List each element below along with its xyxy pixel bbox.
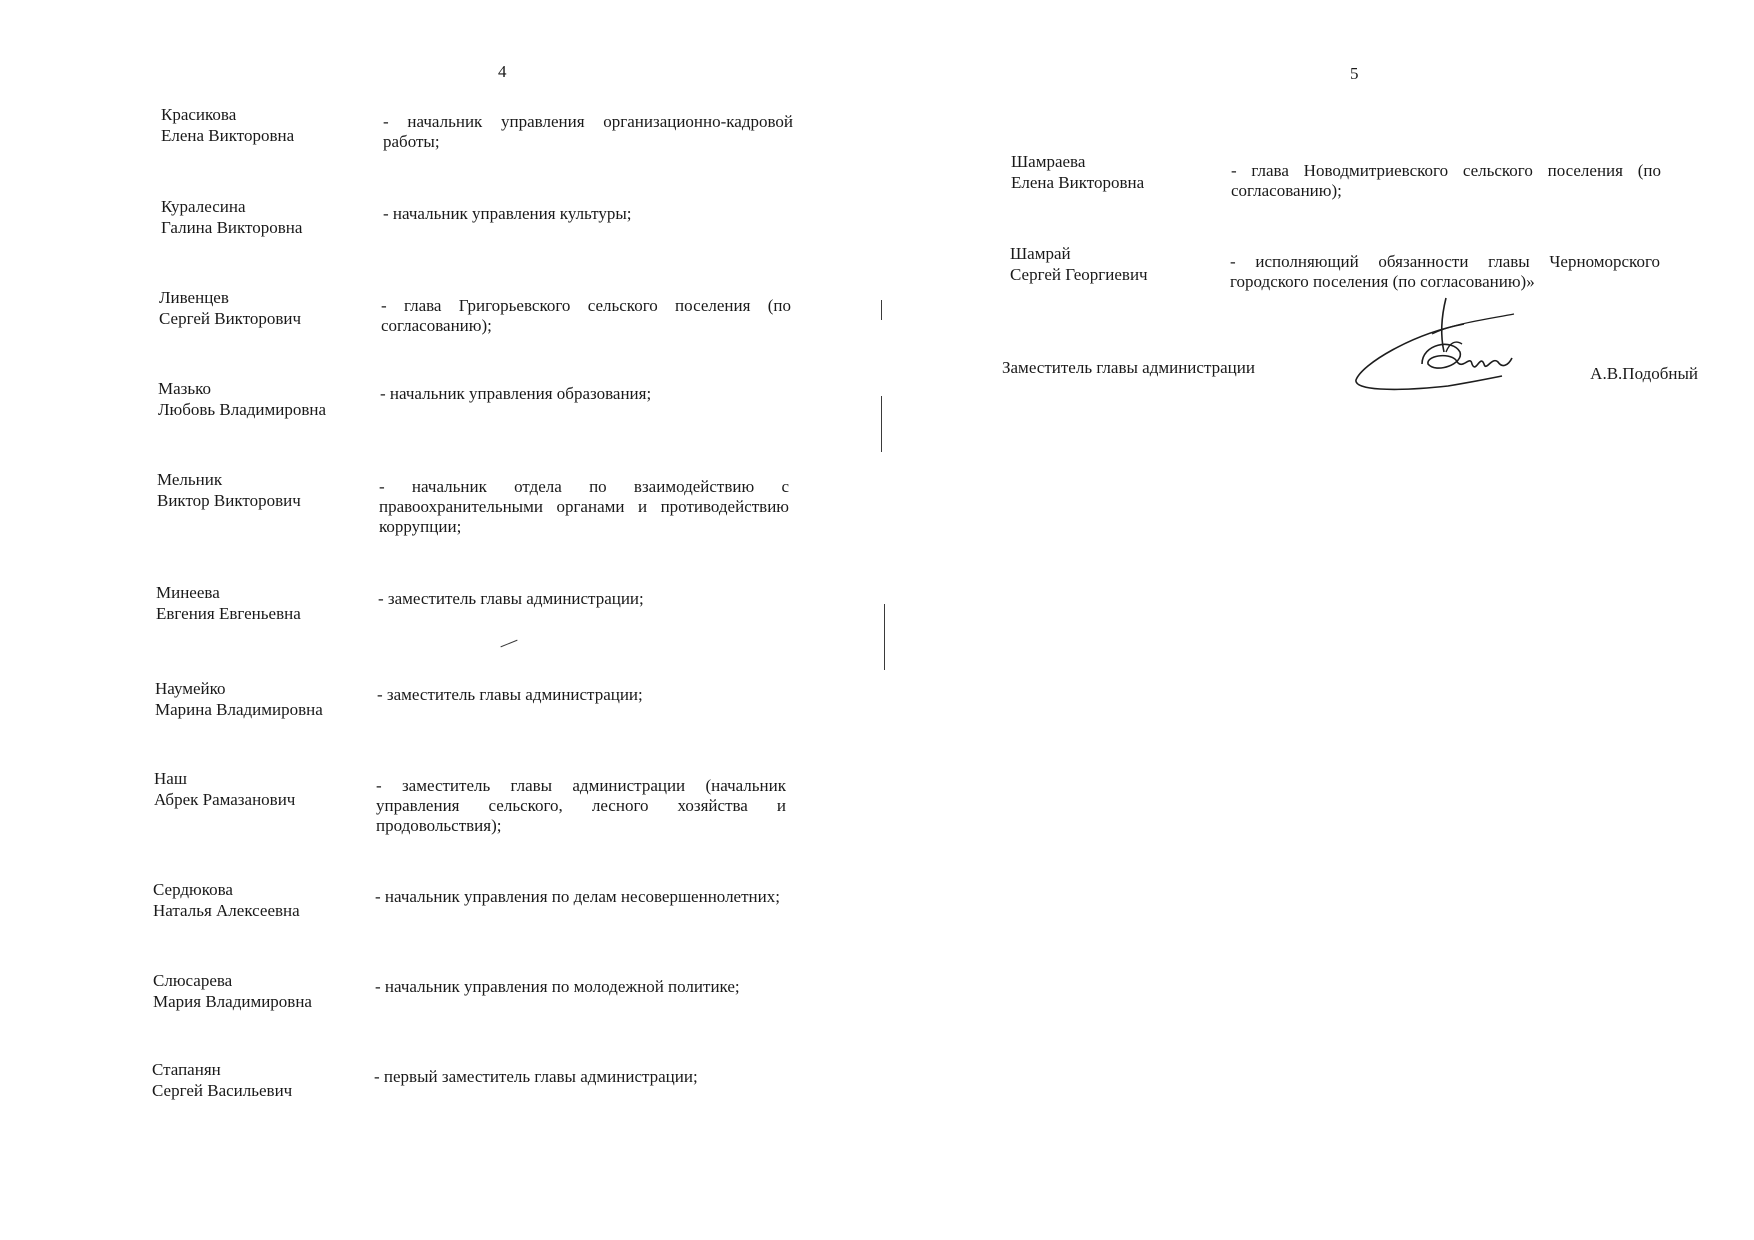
member-duty: - начальник управления по делам несовершеннолетних;: [375, 887, 780, 906]
page-number: 5: [1350, 64, 1359, 83]
member-surname: Мазько: [158, 379, 212, 398]
member-surname: Мельник: [157, 470, 223, 489]
member-name: [153, 879, 383, 921]
member-name: [154, 768, 384, 810]
member-surname: Минеева: [156, 583, 220, 602]
member-given-names: Сергей Викторович: [159, 309, 302, 328]
member-name: [156, 582, 386, 624]
member-given-names: Галина Викторовна: [161, 218, 303, 237]
member-given-names: Мария Владимировна: [153, 992, 312, 1011]
member-duty: - начальник управления образования;: [380, 384, 652, 403]
member-duty: - начальник управления культуры;: [383, 204, 632, 223]
member-duty: - начальник управления по молодежной политике;: [375, 977, 740, 996]
signatory-title: Заместитель главы администрации: [1002, 358, 1255, 377]
member-given-names: Виктор Викторович: [157, 491, 301, 510]
signature-block: [1002, 352, 1702, 412]
member-duty: - заместитель главы администрации (начальник управления сельского, лесного хозяйства и продовольствия);: [376, 776, 786, 835]
member-duty: - заместитель главы администрации;: [378, 589, 644, 608]
member-surname: Сердюкова: [153, 880, 233, 899]
member-given-names: Абрек Рамазанович: [154, 790, 296, 809]
member-name: [161, 104, 391, 146]
member-surname: Стапанян: [152, 1060, 221, 1079]
member-given-names: Любовь Владимировна: [158, 400, 327, 419]
member-given-names: Сергей Георгиевич: [1010, 265, 1148, 284]
scan-artifact-line: [881, 396, 882, 452]
member-name: [1011, 151, 1241, 193]
member-surname: Наумейко: [155, 679, 226, 698]
scan-artifact-stroke: [500, 640, 517, 648]
member-given-names: Сергей Васильевич: [152, 1081, 293, 1100]
scan-artifact-line: [881, 300, 882, 320]
member-name: [1010, 243, 1240, 285]
member-given-names: Марина Владимировна: [155, 700, 323, 719]
member-name: [152, 1059, 382, 1101]
member-name: [155, 678, 385, 720]
member-duty: - начальник отдела по взаимодействию с правоохранительными органами и противодействию коррупции;: [379, 477, 789, 536]
member-duty: - исполняющий обязанности главы Черноморского городского поселения (по согласованию)»: [1230, 252, 1660, 291]
member-duty: - глава Григорьевского сельского поселения (по согласованию);: [381, 296, 791, 335]
member-given-names: Наталья Алексеевна: [153, 901, 300, 920]
member-surname: Шамраева: [1011, 152, 1086, 171]
member-given-names: Елена Викторовна: [1011, 173, 1145, 192]
member-given-names: Елена Викторовна: [161, 126, 295, 145]
member-name: [153, 970, 383, 1012]
member-duty: - первый заместитель главы администрации;: [374, 1067, 698, 1086]
handwritten-signature: [1352, 294, 1522, 394]
member-surname: Наш: [154, 769, 187, 788]
signatory-name: А.В.Подобный: [1590, 364, 1698, 383]
member-surname: Куралесина: [161, 197, 246, 216]
member-surname: Шамрай: [1010, 244, 1071, 263]
page-number: 4: [498, 62, 507, 81]
member-given-names: Евгения Евгеньевна: [156, 604, 301, 623]
member-surname: Ливенцев: [159, 288, 229, 307]
member-name: [159, 287, 389, 329]
scan-artifact-line: [884, 604, 885, 670]
member-duty: - заместитель главы администрации;: [377, 685, 643, 704]
member-name: [161, 196, 391, 238]
member-surname: Слюсарева: [153, 971, 233, 990]
member-duty: - глава Новодмитриевского сельского поселения (по согласованию);: [1231, 161, 1661, 200]
member-name: [158, 378, 388, 420]
member-name: [157, 469, 387, 511]
member-surname: Красикова: [161, 105, 237, 124]
member-duty: - начальник управления организационно-кадровой работы;: [383, 112, 793, 151]
